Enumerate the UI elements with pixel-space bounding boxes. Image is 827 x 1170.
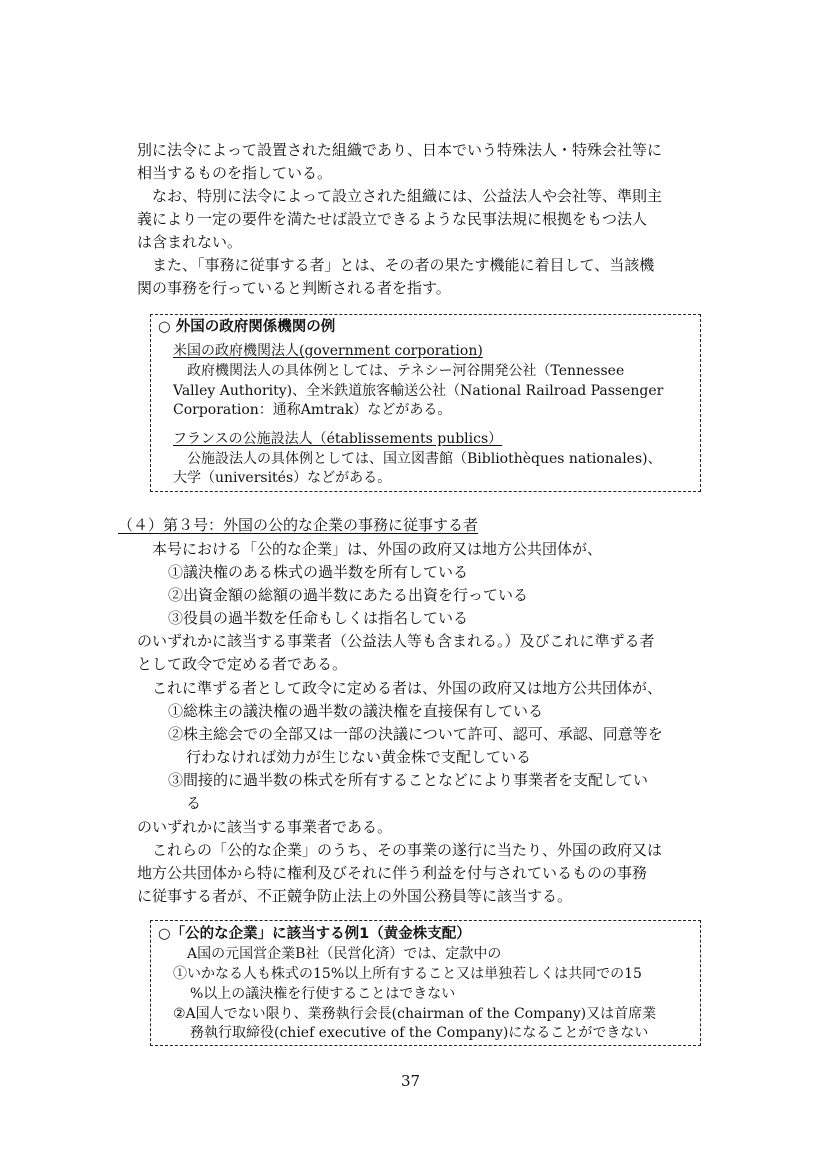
- paragraph-line: 本号における「公的な企業」は、外国の政府又は地方公共団体が、: [137, 540, 603, 558]
- paragraph-line: は含まれない。: [137, 233, 243, 251]
- box-line: ②A国人でない限り、業務執行会長(chairman of the Company)又は首席業: [173, 1006, 657, 1022]
- box-line: 政府機関法人の具体例としては、テネシー河谷開発公社（Tennessee: [173, 363, 625, 379]
- list-item: ①総株主の議決権の過半数の議決権を直接保有している: [168, 702, 544, 720]
- box-subheading: 米国の政府機関法人(government corporation): [173, 343, 483, 359]
- box-line: Valley Authority)、全米鉄道旅客輸送公社（National Railroad Passenger: [173, 383, 664, 399]
- box-line: A国の元国営企業B社（民営化済）では、定款中の: [173, 946, 502, 962]
- box-line: Corporation：通称Amtrak）などがある。: [173, 402, 452, 418]
- paragraph-line: のいずれかに該当する事業者である。: [137, 818, 393, 836]
- box-title: ○「公的な企業」に該当する例1（黄金株支配）: [158, 926, 471, 942]
- paragraph-line: 義により一定の要件を満たせば設立できるような民事法規に根拠をもつ法人: [137, 210, 648, 228]
- box-subheading: フランスの公施設法人（établissements publics）: [173, 431, 503, 447]
- list-item: ③役員の過半数を任命もしくは指名している: [168, 609, 469, 627]
- paragraph-line: 地方公共団体から特に権利及びそれに伴う利益を付与されているものの事務: [137, 864, 648, 882]
- paragraph-line: に従事する者が、不正競争防止法上の外国公務員等に該当する。: [137, 887, 573, 905]
- page-number: 37: [401, 1072, 421, 1090]
- list-item-continued: る: [186, 794, 202, 812]
- paragraph-line: 別に法令によって設置された組織であり、日本でいう特殊法人・特殊会社等に: [137, 141, 663, 159]
- paragraph-line: 相当するものを指している。: [137, 164, 333, 182]
- list-item-continued: 行わなければ効力が生じない黄金株で支配している: [186, 748, 532, 766]
- paragraph-line: として政令で定める者である。: [137, 655, 348, 673]
- paragraph-line: また、「事務に従事する者」とは、その者の果たす機能に着目して、当該機: [137, 256, 655, 274]
- paragraph-line: なお、特別に法令によって設立された組織には、公益法人や会社等、準則主: [137, 187, 663, 205]
- list-item: ③間接的に過半数の株式を所有することなどにより事業者を支配してい: [168, 771, 649, 789]
- list-item: ②出資金額の総額の過半数にあたる出資を行っている: [168, 586, 529, 604]
- box-line: 務執行取締役(chief executive of the Company)になることができない: [190, 1025, 649, 1041]
- paragraph-line: 関の事務を行っていると判断される者を指す。: [137, 279, 451, 297]
- box-line: 大学（universités）などがある。: [173, 470, 392, 486]
- paragraph-line: これらの「公的な企業」のうち、その事業の遂行に当たり、外国の政府又は: [137, 841, 663, 859]
- paragraph-line: のいずれかに該当する事業者（公益法人等も含まれる。）及びこれに準ずる者: [137, 632, 655, 650]
- box-line: %以上の議決権を行使することはできない: [190, 986, 456, 1002]
- box-line: ①いかなる人も株式の15%以上所有すること又は単独若しくは共同での15: [173, 966, 642, 982]
- paragraph-line: これに準ずる者として政令に定める者は、外国の政府又は地方公共団体が、: [137, 679, 663, 697]
- box-line: 公施設法人の具体例としては、国立図書館（Bibliothèques nationales)、: [173, 451, 662, 467]
- section-heading: （４）第３号：外国の公的な企業の事務に従事する者: [118, 516, 479, 534]
- list-item: ②株主総会での全部又は一部の決議について許可、認可、承認、同意等を: [168, 725, 663, 743]
- list-item: ①議決権のある株式の過半数を所有している: [168, 563, 469, 581]
- box-title: ○ 外国の政府関係機関の例: [158, 319, 336, 335]
